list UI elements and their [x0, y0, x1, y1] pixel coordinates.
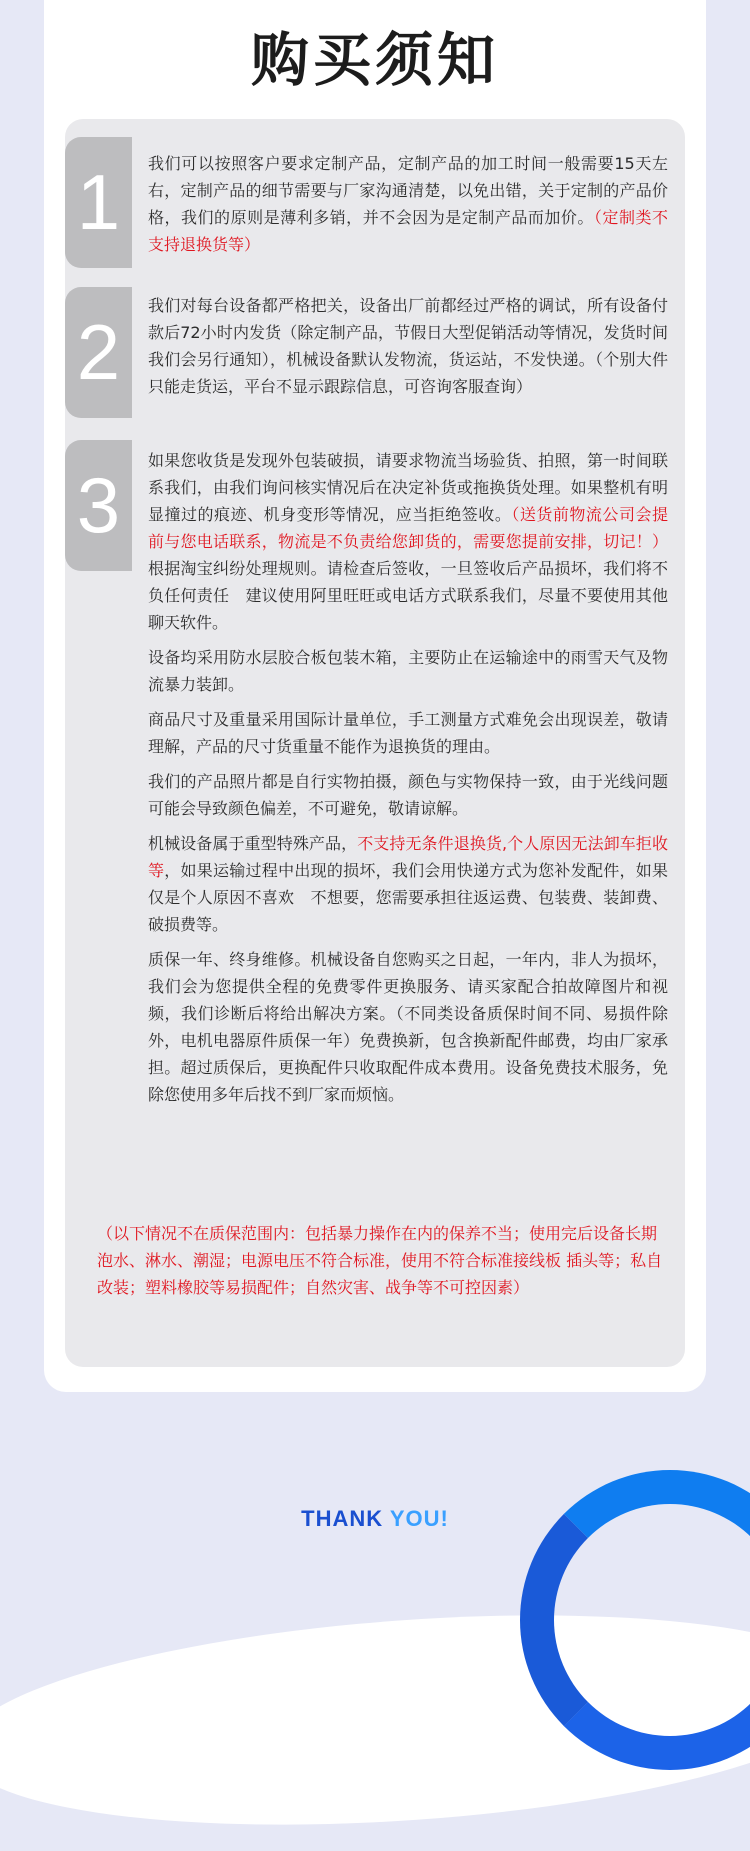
text-run-highlight: （送货前物流公司会提前与您电话联系，物流是不负责给您卸货的，需要您提前安排，切记！）	[148, 505, 668, 551]
text-run: 如果您收货是发现外包装破损，请要求物流当场验货、拍照，第一时间联系我们，由我们询问核实情况后在决定补货或拖换货处理。如果整机有明显撞过的痕迹、机身变形等情况，应当拒绝签收。	[148, 451, 668, 524]
text-run: 设备均采用防水层胶合板包装木箱，主要防止在运输途中的雨雪天气及物流暴力装卸。	[148, 648, 668, 694]
section-number-2: 2	[65, 287, 132, 418]
text-run: 机械设备属于重型特殊产品，	[148, 834, 358, 853]
text-run-highlight: （定制类不支持退换货等）	[148, 208, 668, 254]
text-run-highlight: 不支持无条件退换货,个人原因无法卸车拒收等	[148, 834, 668, 880]
section-3-text	[148, 447, 668, 1108]
section-3-paragraph-6	[148, 946, 668, 1108]
section-number-1: 1	[65, 137, 132, 268]
text-run: 我们对每台设备都严格把关，设备出厂前都经过严格的调试，所有设备付款后72小时内发货（除定制产品，节假日大型促销活动等情况，发货时间我们会另行通知），机械设备默认发物流，货运站，不发快递。（个别大件只能走货运，平台不显示跟踪信息，可咨询客服查询）	[148, 296, 668, 396]
section-2-paragraph	[148, 292, 668, 400]
page-title: 购买须知	[250, 26, 499, 94]
section-3-paragraph-1	[148, 447, 668, 636]
text-run: 根据淘宝纠纷处理规则。请检查后签收，一旦签收后产品损坏，我们将不负任何责任 建议使用阿里旺旺或电话方式联系我们，尽量不要使用其他聊天软件。	[148, 559, 668, 632]
text-run: 我们可以按照客户要求定制产品，定制产品的加工时间一般需要15天左右，定制产品的细节需要与厂家沟通清楚，以免出错，关于定制的产品价格，我们的原则是薄利多销，并不会因为是定制产品而加价。	[148, 154, 668, 227]
text-run: 我们的产品照片都是自行实物拍摄，颜色与实物保持一致，由于光线问题可能会导致颜色偏差，不可避免，敬请谅解。	[148, 772, 668, 818]
section-2-text	[148, 292, 668, 400]
section-3-paragraph-4	[148, 768, 668, 822]
section-3-paragraph-3	[148, 706, 668, 760]
section-number-3: 3	[65, 440, 132, 571]
warranty-exclusion-notice: （以下情况不在质保范围内：包括暴力操作在内的保养不当；使用完后设备长期泡水、淋水、潮湿；电源电压不符合标准，使用不符合标准接线板 插头等；私自改装；塑料橡胶等易损配件；自然灾害、战争等不可控因素）	[97, 1224, 663, 1297]
section-3-paragraph-2	[148, 644, 668, 698]
text-run: 商品尺寸及重量采用国际计量单位，手工测量方式难免会出现误差，敬请理解，产品的尺寸货重量不能作为退换货的理由。	[148, 710, 668, 756]
thank-you-part-2: YOU!	[389, 1506, 449, 1531]
section-3-paragraph-5	[148, 830, 668, 938]
section-1-text	[148, 150, 668, 258]
thank-you-part-1: THANK	[301, 1506, 390, 1531]
text-run: ，如果运输过程中出现的损坏，我们会用快递方式为您补发配件，如果仅是个人原因不喜欢 不想要，您需要承担往返运费、包装费、装卸费、破损费等。	[148, 861, 668, 934]
section-1-paragraph	[148, 150, 668, 258]
text-run: 质保一年、终身维修。机械设备自您购买之日起，一年内，非人为损坏，我们会为您提供全程的免费零件更换服务、请买家配合拍故障图片和视频，我们诊断后将给出解决方案。（不同类设备质保时间不同、易损件除外，电机电器原件质保一年）免费换新，包含换新配件邮费，均由厂家承担。超过质保后，更换配件只收取配件成本费用。设备免费技术服务，免除您使用多年后找不到厂家而烦恼。	[148, 950, 668, 1104]
